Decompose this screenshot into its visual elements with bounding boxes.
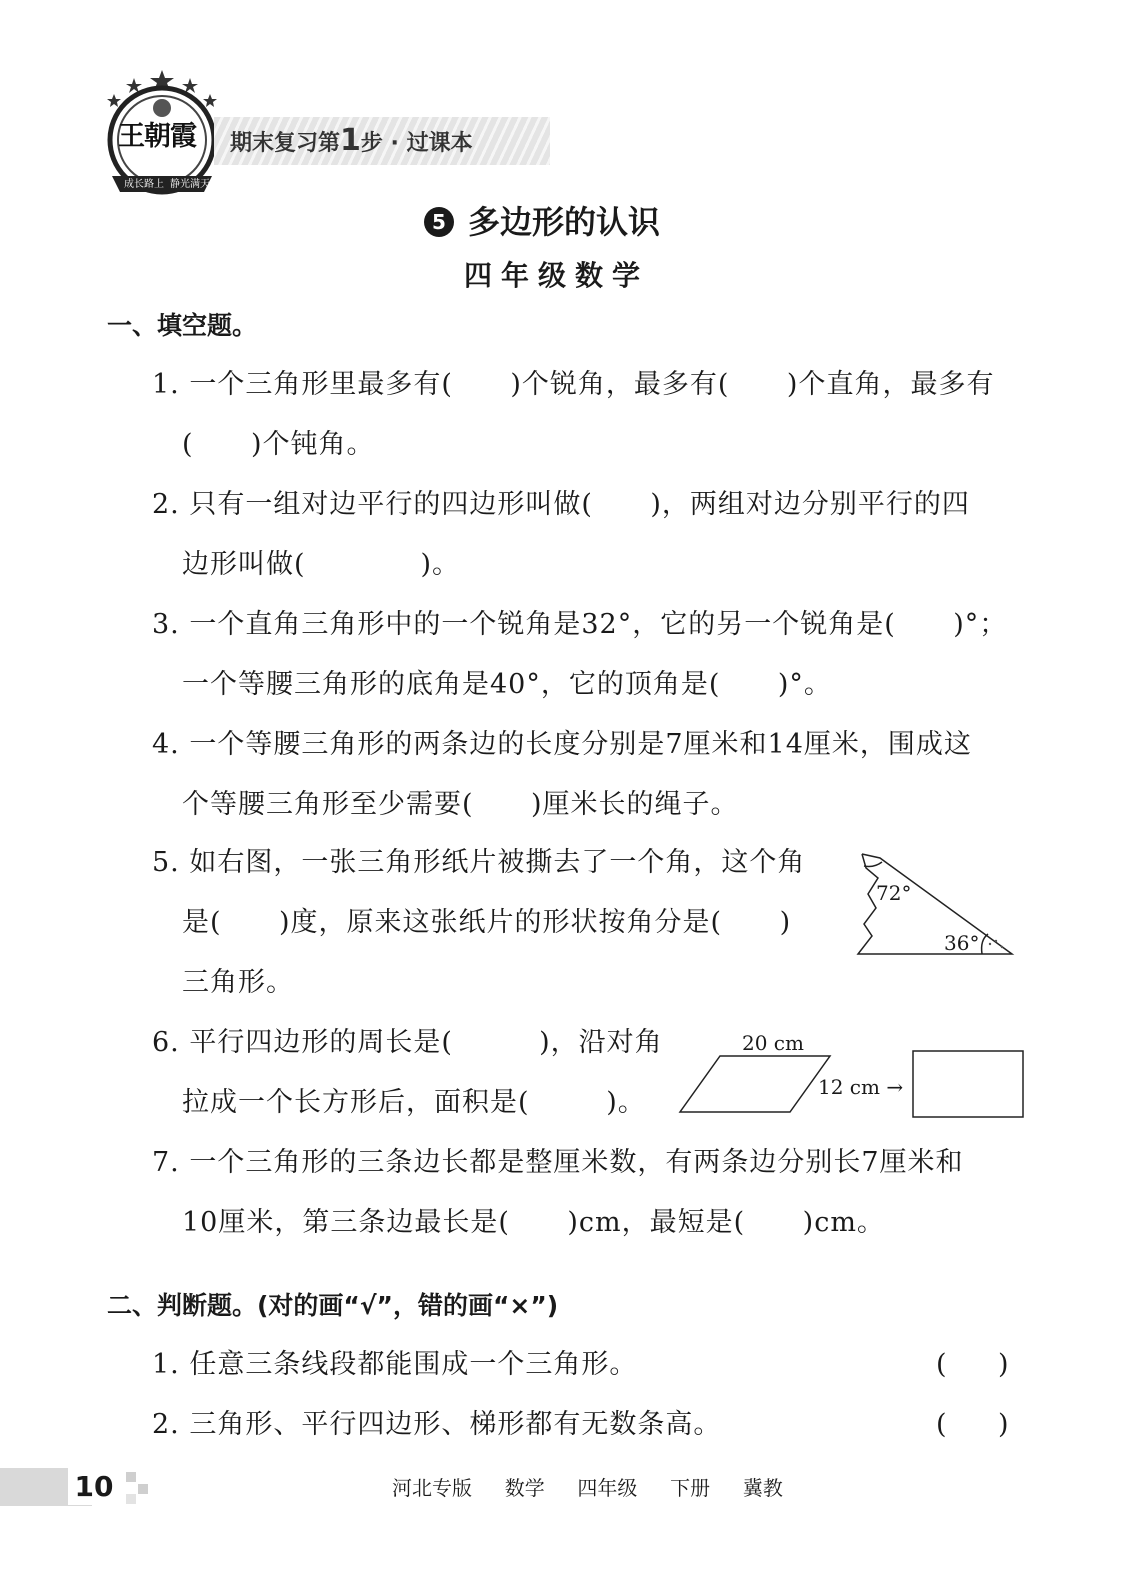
footer-squares <box>124 1470 150 1506</box>
judge-answer-2: ( ) <box>936 1409 1009 1440</box>
page-subtitle: 四年级数学 <box>464 259 650 292</box>
question-4-line-2: 个等腰三角形至少需要( )厘米长的绳子。 <box>182 789 739 820</box>
footer-edition-info: 河北专版 数学 四年级 下册 冀教 <box>392 1476 783 1500</box>
angle-label-72: 72° <box>876 881 912 905</box>
question-2-line-1: 2. 只有一组对边平行的四边形叫做( )，两组对边分别平行的四 <box>152 489 970 520</box>
section-true-false-heading: 二、判断题。(对的画“√”，错的画“×”) <box>107 1291 559 1320</box>
judge-item-1: 1. 任意三条线段都能围成一个三角形。 <box>152 1349 638 1380</box>
parallelogram-shape <box>680 1056 830 1112</box>
question-7-line-1: 7. 一个三角形的三条边长都是整厘米数，有两条边分别长7厘米和 <box>152 1147 964 1178</box>
parallelogram-side-label: 12 cm → <box>818 1075 904 1099</box>
header-step-label <box>230 124 473 161</box>
angle-arc-72 <box>864 862 882 867</box>
question-5-line-3: 三角形。 <box>182 967 294 998</box>
question-3-line-1: 3. 一个直角三角形中的一个锐角是32°，它的另一个锐角是( )°； <box>152 609 1008 640</box>
rectangle-shape <box>913 1051 1023 1117</box>
angle-label-36: 36° <box>944 931 980 955</box>
page-title <box>424 200 660 244</box>
question-3-line-2: 一个等腰三角形的底角是40°，它的顶角是( )°。 <box>182 669 832 700</box>
question-6-line-1: 6. 平行四边形的周长是( )，沿对角 <box>152 1027 663 1058</box>
question-4-line-1: 4. 一个等腰三角形的两条边的长度分别是7厘米和14厘米，围成这 <box>152 729 972 760</box>
angle-arc-36 <box>982 934 988 954</box>
question-1-line-2: ( )个钝角。 <box>182 429 375 460</box>
step-number: 1 <box>340 123 361 158</box>
page-number: 10 <box>68 1467 120 1505</box>
section-fill-blank-heading: 一、填空题。 <box>107 311 258 340</box>
step-suffix: 步 · 过课本 <box>360 131 473 156</box>
chapter-number: 5 <box>424 207 454 237</box>
question-5-line-2: 是( )度，原来这张纸片的形状按角分是( ) <box>182 907 792 938</box>
judge-answer-1: ( ) <box>936 1349 1009 1380</box>
question-7-line-2: 10厘米，第三条边最长是( )cm，最短是( )cm。 <box>182 1207 885 1238</box>
question-1-line-1: 1. 一个三角形里最多有( )个锐角，最多有( )个直角，最多有 <box>152 369 995 400</box>
logo-text: 王朝霞 <box>118 121 196 152</box>
parallelogram-top-label: 20 cm <box>742 1031 804 1055</box>
question-5-line-1: 5. 如右图，一张三角形纸片被撕去了一个角，这个角 <box>152 847 806 878</box>
logo-slogan-left: 成长路上 <box>124 179 164 190</box>
logo-slogan-right: 静光满天 <box>170 179 210 190</box>
chapter-title: 多边形的认识 <box>468 203 661 241</box>
question-2-line-2: 边形叫做( )。 <box>182 549 461 580</box>
judge-item-2: 2. 三角形、平行四边形、梯形都有无数条高。 <box>152 1409 722 1440</box>
question-6-line-2: 拉成一个长方形后，面积是( )。 <box>182 1087 646 1118</box>
step-prefix: 期末复习第 <box>230 131 341 156</box>
